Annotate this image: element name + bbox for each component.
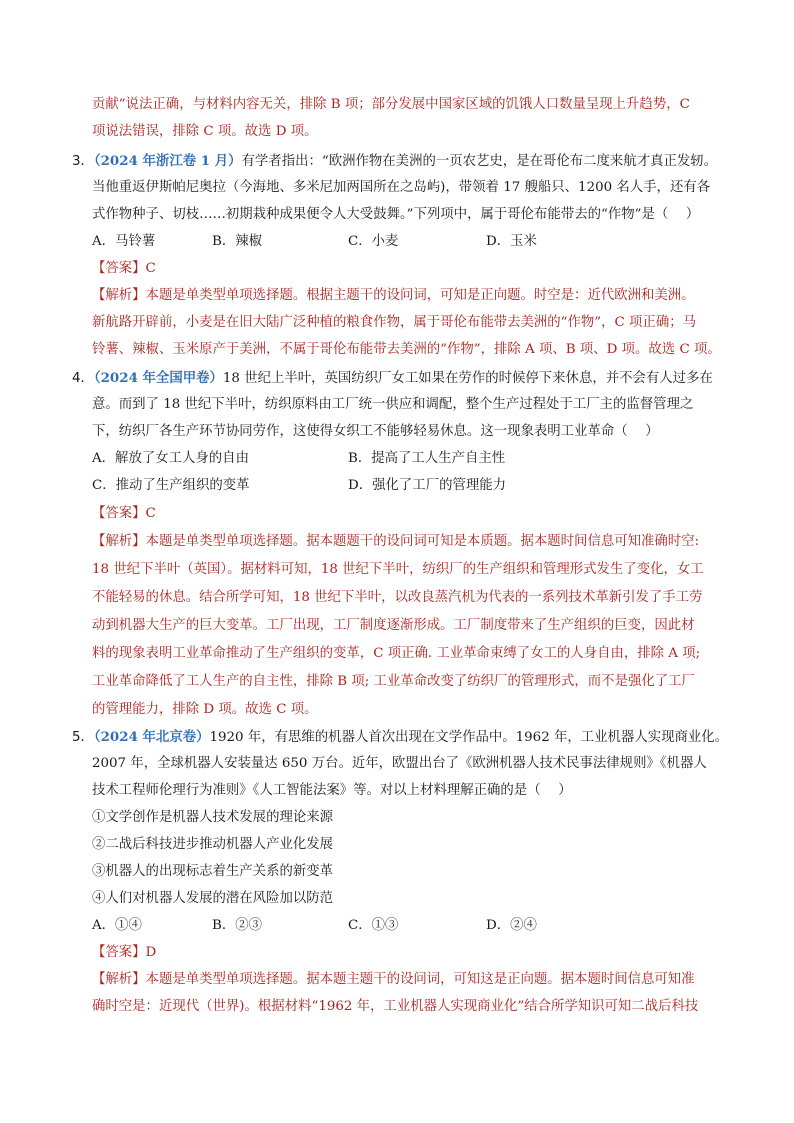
option-d: D．②④ xyxy=(486,918,537,933)
analysis-line: 确时空是：近现代（世界)。根据材料“1962 年，工业机器人实现商业化”结合所学知识可知二战后科技 xyxy=(92,999,699,1014)
option-a: A．马铃薯 xyxy=(92,234,156,249)
question-text: 2007 年，全球机器人安装量达 650 万台。近年，欧盟出台了《欧洲机器人技术民事法律规则》《机器人 xyxy=(92,756,707,771)
option-d: D．强化了工厂的管理能力 xyxy=(348,478,507,493)
question-source: （2024 年北京卷） xyxy=(93,729,210,745)
analysis-line: 的管理能力，排除 D 项。故选 C 项。 xyxy=(92,702,318,717)
statement-item: ③机器人的出现标志着生产关系的新变革 xyxy=(92,864,334,879)
analysis-line: 工业革命降低了工人生产的自主性，排除 B 项; 工业革命改变了纺织厂的管理形式，而不是强化了工厂 xyxy=(92,674,695,689)
question-source: （2024 年浙江卷 1 月） xyxy=(93,153,242,169)
option-a: A．解放了女工人身的自由 xyxy=(92,451,249,466)
prev-analysis-line: 贡献”说法正确，与材料内容无关，排除 B 项；部分发展中国家区域的饥饿人口数量呈现上升趋势，C xyxy=(92,97,690,112)
analysis-line: 新航路开辟前，小麦是在旧大陆广泛种植的粮食作物，属于哥伦布能带去美洲的“作物”，C 项正确；马 xyxy=(92,315,696,330)
prev-analysis-line: 项说法错误，排除 C 项。故选 D 项。 xyxy=(92,124,318,139)
answer-label: 【答案】D xyxy=(92,945,157,960)
option-c: C．小麦 xyxy=(348,234,399,249)
option-b: B．提高了工人生产自主性 xyxy=(348,451,506,466)
question-text: 当他重返伊斯帕尼奥拉（今海地、多米尼加两国所在之岛屿)，带领着 17 艘船只、1200 名人手，还有各 xyxy=(92,180,711,195)
question-number: 5． xyxy=(72,730,94,745)
question-number: 4． xyxy=(72,371,94,386)
question-text: 式作物种子、切枝……初期栽种成果便令人大受鼓舞。”下列项中，属于哥伦布能带去的“作物”是（ ） xyxy=(92,207,700,222)
question-text: 意。而到了 18 世纪下半叶，纺织原料由工厂统一供应和调配，整个生产过程处于工厂主的监督管理之 xyxy=(92,397,694,412)
option-b: B．辣椒 xyxy=(212,234,263,249)
question-text: 18 世纪上半叶，英国纺织厂女工如果在劳作的时候停下来休息，并不会有人过多在 xyxy=(222,371,713,386)
question-4-stem xyxy=(72,369,713,388)
analysis-line: 料的现象表明工业革命推动了生产组织的变革，C 项正确. 工业革命束缚了女工的人身自由，排除 A 项; xyxy=(92,646,701,661)
option-c: C．推动了生产组织的变革 xyxy=(92,478,250,493)
option-d: D．玉米 xyxy=(486,234,537,249)
statement-item: ①文学创作是机器人技术发展的理论来源 xyxy=(92,810,334,825)
question-number: 3． xyxy=(72,154,94,169)
question-5-stem xyxy=(72,728,728,747)
option-c: C．①③ xyxy=(348,918,399,933)
analysis-line: 铃薯、辣椒、玉米原产于美洲，不属于哥伦布能带去美洲的“作物”，排除 A 项、B 项、D 项。故选 C 项。 xyxy=(92,342,721,357)
question-text: 技术工程师伦理行为准则》《人工智能法案》等。对以上材料理解正确的是（ ） xyxy=(92,783,572,798)
answer-label: 【答案】C xyxy=(92,506,156,521)
option-a: A．①④ xyxy=(92,918,142,933)
question-text: 1920 年，有思维的机器人首次出现在文学作品中。1962 年，工业机器人实现商业化。 xyxy=(209,730,729,745)
analysis-line: 【解析】本题是单类型单项选择题。据本题主题干的设问词，可知这是正向题。据本题时间信息可知准 xyxy=(92,972,695,987)
analysis-line: 【解析】本题是单类型单项选择题。据本题题干的设问词可知是本质题。据本题时间信息可知准确时空: xyxy=(92,534,700,549)
question-source: （2024 年全国甲卷） xyxy=(93,370,223,386)
analysis-line: 【解析】本题是单类型单项选择题。根据主题干的设问词，可知是正向题。时空是：近代欧洲和美洲。 xyxy=(92,288,695,303)
option-b: B．②③ xyxy=(212,918,263,933)
analysis-line: 18 世纪下半叶（英国）。据材料可知，18 世纪下半叶，纺织厂的生产组织和管理形式发生了变化，女工 xyxy=(92,562,704,577)
question-3-stem xyxy=(72,152,717,171)
question-text: 下，纺织厂各生产环节协同劳作，这使得女织工不能够轻易休息。这一现象表明工业革命（ ） xyxy=(92,424,659,439)
analysis-line: 动到机器大生产的巨大变革。工厂出现，工厂制度逐渐形成。工厂制度带来了生产组织的巨变，因此材 xyxy=(92,618,695,633)
answer-label: 【答案】C xyxy=(92,261,156,276)
analysis-line: 不能轻易的休息。结合所学可知，18 世纪下半叶，以改良蒸汽机为代表的一系列技术革新引发了手工劳 xyxy=(92,590,703,605)
statement-item: ②二战后科技进步推动机器人产业化发展 xyxy=(92,837,334,852)
statement-item: ④人们对机器人发展的潜在风险加以防范 xyxy=(92,891,334,906)
question-text: 有学者指出：“欧洲作物在美洲的一页农艺史，是在哥伦布二度来航才真正发轫。 xyxy=(241,154,718,169)
